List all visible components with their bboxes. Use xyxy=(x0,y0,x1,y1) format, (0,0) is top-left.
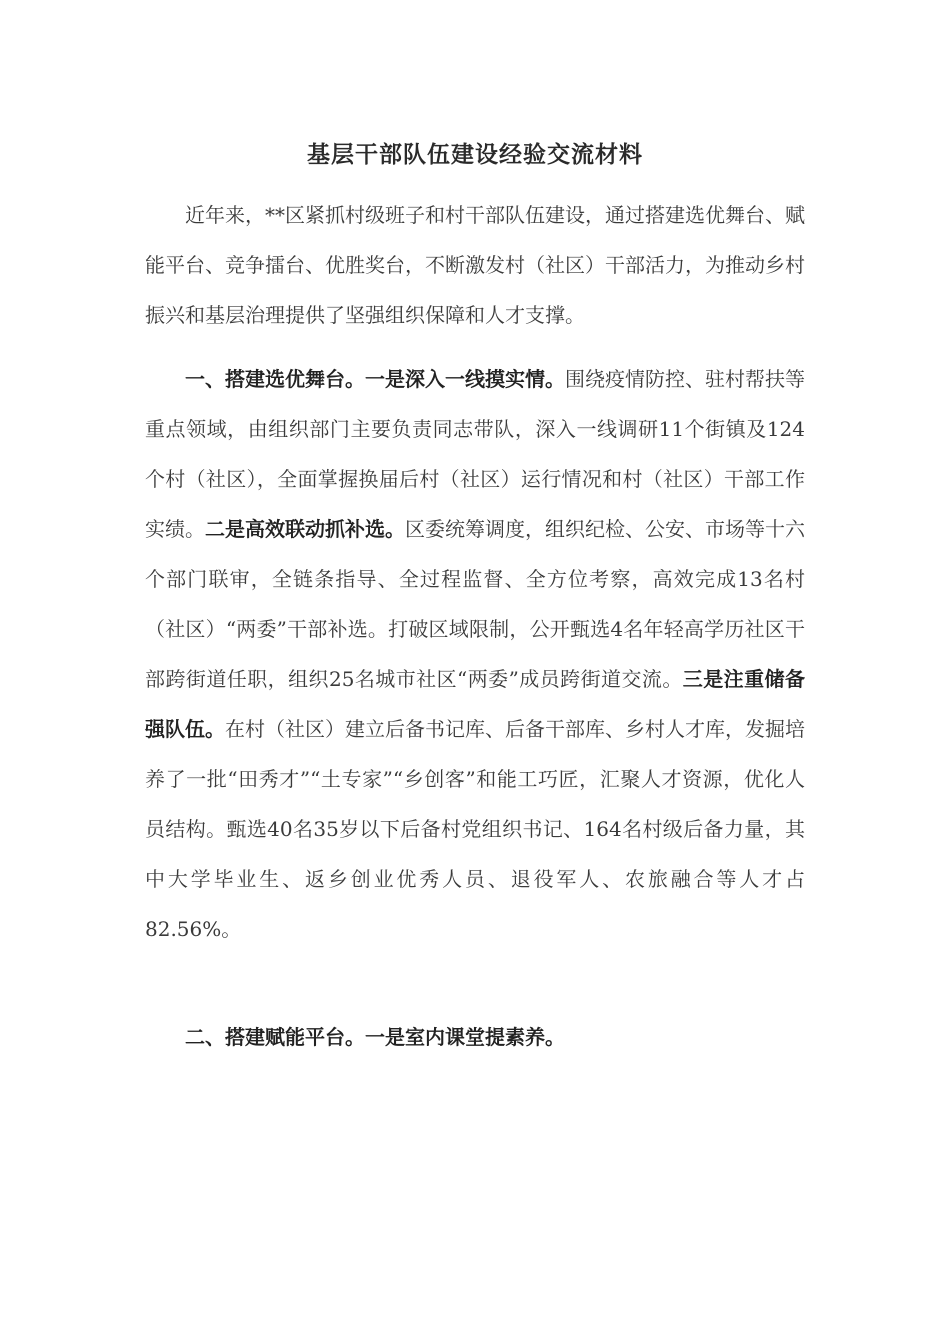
section-1-point-1-title: 一是深入一线摸实情。 xyxy=(365,367,565,391)
section-1-paragraph xyxy=(145,354,805,954)
section-1-heading: 一、搭建选优舞台。 xyxy=(185,367,365,391)
section-2-heading: 二、搭建赋能平台。 xyxy=(185,1025,365,1049)
document-title: 基层干部队伍建设经验交流材料 xyxy=(307,141,643,168)
section-1-point-1-text: 围绕疫情防控、驻村帮扶等重点领域，由组织部门主要负责同志带队，深入一线调研11个街镇及124个村（社区），全面掌握换届后村（社区）运行情况和村（社区）干部工作实绩。 xyxy=(145,367,805,541)
section-1-point-3-text: 在村（社区）建立后备书记库、后备干部库、乡村人才库，发掘培养了一批“田秀才”“土专家”“乡创客”和能工巧匠，汇聚人才资源，优化人员结构。甄选40名35岁以下后备村党组织书记、164名村级后备力量，其中大学毕业生、返乡创业优秀人员、退役军人、农旅融合等人才占82.56%。 xyxy=(145,717,805,941)
section-2-point-1-title: 一是室内课堂提素养。 xyxy=(365,1025,565,1049)
section-1-point-2-text: 区委统筹调度，组织纪检、公安、市场等十六个部门联审，全链条指导、全过程监督、全方位考察，高效完成13名村（社区）“两委”干部补选。打破区域限制，公开甄选4名年轻高学历社区干部跨街道任职，组织25名城市社区“两委”成员跨街道交流。 xyxy=(145,517,805,691)
intro-text: 近年来，**区紧抓村级班子和村干部队伍建设，通过搭建选优舞台、赋能平台、竞争擂台、优胜奖台，不断激发村（社区）干部活力，为推动乡村振兴和基层治理提供了坚强组织保障和人才支撑。 xyxy=(145,203,805,327)
section-1-point-3-title: 三是注重储备强队伍。 xyxy=(145,667,805,741)
section-2-paragraph xyxy=(145,1012,805,1062)
intro-paragraph xyxy=(145,190,805,340)
section-1-point-2-title: 二是高效联动抓补选。 xyxy=(205,517,405,541)
